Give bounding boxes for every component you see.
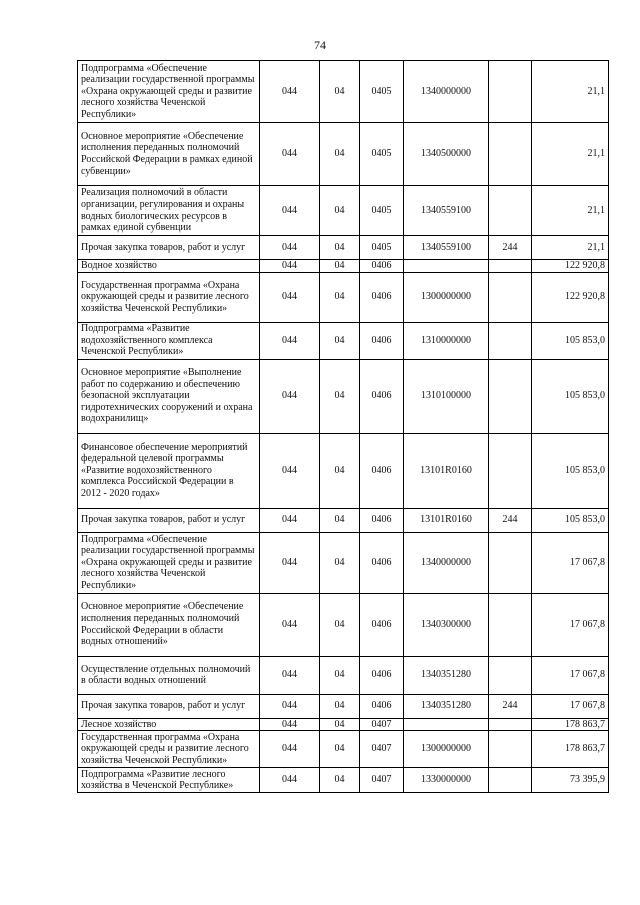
row-pr-cell: 0405 (360, 61, 404, 123)
row-name-cell: Подпрограмма «Развитие лесного хозяйства в Чеченской Республике» (78, 768, 260, 793)
row-rz-cell: 04 (320, 508, 360, 532)
row-vr-cell (489, 593, 532, 656)
row-rz-cell: 04 (320, 186, 360, 236)
row-name-cell: Подпрограмма «Развитие водохозяйственного комплекса Чеченской Республики» (78, 322, 260, 359)
row-csr-cell: 1310000000 (404, 322, 489, 359)
row-rz-cell: 04 (320, 61, 360, 123)
row-name-cell: Основное мероприятие «Обеспечение исполнения переданных полномочий Российской Федерации в рамках единой субвенции» (78, 123, 260, 186)
row-sum-cell: 105 853,0 (532, 433, 609, 508)
row-sum-cell: 105 853,0 (532, 322, 609, 359)
row-pr-cell: 0406 (360, 656, 404, 694)
row-name-cell: Финансовое обеспечение мероприятий федеральной целевой программы «Развитие водохозяйственного комплекса Российской Федерации в 2012 - 2020 годах» (78, 433, 260, 508)
row-csr-cell (404, 718, 489, 731)
page-number: 74 (314, 38, 326, 52)
row-ved-cell: 044 (260, 718, 320, 731)
row-csr-cell (404, 260, 489, 273)
row-pr-cell: 0406 (360, 272, 404, 322)
row-csr-cell: 1340300000 (404, 593, 489, 656)
table-row (78, 508, 609, 532)
row-name-cell: Основное мероприятие «Обеспечение исполнения переданных полномочий Российской Федерации в области водных отношений» (78, 593, 260, 656)
row-name-cell: Государственная программа «Охрана окружающей среды и развитие лесного хозяйства Чеченской Республики» (78, 731, 260, 768)
row-name-cell: Государственная программа «Охрана окружающей среды и развитие лесного хозяйства Чеченской Республики» (78, 272, 260, 322)
row-name-cell: Осуществление отдельных полномочий в области водных отношений (78, 656, 260, 694)
row-csr-cell: 1340500000 (404, 123, 489, 186)
row-rz-cell: 04 (320, 718, 360, 731)
row-ved-cell: 044 (260, 260, 320, 273)
row-rz-cell: 04 (320, 272, 360, 322)
row-csr-cell: 1340351280 (404, 656, 489, 694)
row-name-cell: Подпрограмма «Обеспечение реализации государственной программы «Охрана окружающей среды и развитие лесного хозяйства Чеченской Республики» (78, 532, 260, 593)
row-sum-cell: 105 853,0 (532, 359, 609, 433)
row-ved-cell: 044 (260, 186, 320, 236)
row-rz-cell: 04 (320, 359, 360, 433)
row-csr-cell: 1340000000 (404, 532, 489, 593)
table-row (78, 322, 609, 359)
row-rz-cell: 04 (320, 322, 360, 359)
table-row (78, 718, 609, 731)
row-sum-cell: 122 920,8 (532, 272, 609, 322)
row-rz-cell: 04 (320, 532, 360, 593)
row-csr-cell: 1340559100 (404, 186, 489, 236)
row-sum-cell: 17 067,8 (532, 593, 609, 656)
row-rz-cell: 04 (320, 260, 360, 273)
table-row (78, 186, 609, 236)
table-row (78, 433, 609, 508)
row-ved-cell: 044 (260, 593, 320, 656)
row-name-cell: Прочая закупка товаров, работ и услуг (78, 508, 260, 532)
row-name-cell: Прочая закупка товаров, работ и услуг (78, 236, 260, 260)
row-pr-cell: 0407 (360, 768, 404, 793)
row-vr-cell: 244 (489, 508, 532, 532)
row-pr-cell: 0406 (360, 433, 404, 508)
row-vr-cell (489, 260, 532, 273)
budget-table (77, 60, 609, 793)
row-vr-cell (489, 731, 532, 768)
row-sum-cell: 21,1 (532, 123, 609, 186)
budget-table-body (78, 61, 609, 793)
row-ved-cell: 044 (260, 236, 320, 260)
row-pr-cell: 0405 (360, 123, 404, 186)
row-vr-cell (489, 359, 532, 433)
row-vr-cell (489, 532, 532, 593)
row-rz-cell: 04 (320, 236, 360, 260)
table-row (78, 260, 609, 273)
row-vr-cell (489, 186, 532, 236)
row-pr-cell: 0406 (360, 260, 404, 273)
row-pr-cell: 0406 (360, 694, 404, 718)
row-sum-cell: 17 067,8 (532, 694, 609, 718)
row-ved-cell: 044 (260, 61, 320, 123)
row-rz-cell: 04 (320, 593, 360, 656)
row-sum-cell: 21,1 (532, 186, 609, 236)
row-rz-cell: 04 (320, 768, 360, 793)
row-csr-cell: 1340351280 (404, 694, 489, 718)
row-pr-cell: 0407 (360, 731, 404, 768)
table-row (78, 731, 609, 768)
row-ved-cell: 044 (260, 123, 320, 186)
row-rz-cell: 04 (320, 433, 360, 508)
row-rz-cell: 04 (320, 694, 360, 718)
row-vr-cell: 244 (489, 236, 532, 260)
row-sum-cell: 17 067,8 (532, 656, 609, 694)
row-vr-cell (489, 433, 532, 508)
row-name-cell: Основное мероприятие «Выполнение работ по содержанию и обеспечению безопасной эксплуатации гидротехнических сооружений и охрана водохранилищ» (78, 359, 260, 433)
row-sum-cell: 122 920,8 (532, 260, 609, 273)
row-vr-cell (489, 656, 532, 694)
row-name-cell: Прочая закупка товаров, работ и услуг (78, 694, 260, 718)
row-ved-cell: 044 (260, 694, 320, 718)
row-pr-cell: 0406 (360, 593, 404, 656)
row-vr-cell (489, 322, 532, 359)
row-name-cell: Подпрограмма «Обеспечение реализации государственной программы «Охрана окружающей среды и развитие лесного хозяйства Чеченской Республики» (78, 61, 260, 123)
row-pr-cell: 0405 (360, 236, 404, 260)
row-vr-cell (489, 768, 532, 793)
row-csr-cell: 1340559100 (404, 236, 489, 260)
row-sum-cell: 21,1 (532, 236, 609, 260)
row-pr-cell: 0406 (360, 532, 404, 593)
row-ved-cell: 044 (260, 532, 320, 593)
row-rz-cell: 04 (320, 731, 360, 768)
table-row (78, 236, 609, 260)
row-csr-cell: 1340000000 (404, 61, 489, 123)
row-csr-cell: 13101R0160 (404, 433, 489, 508)
row-ved-cell: 044 (260, 359, 320, 433)
row-pr-cell: 0407 (360, 718, 404, 731)
row-ved-cell: 044 (260, 508, 320, 532)
row-sum-cell: 17 067,8 (532, 532, 609, 593)
row-pr-cell: 0406 (360, 359, 404, 433)
row-sum-cell: 178 863,7 (532, 718, 609, 731)
row-vr-cell (489, 272, 532, 322)
table-row (78, 656, 609, 694)
row-rz-cell: 04 (320, 656, 360, 694)
row-csr-cell: 1300000000 (404, 272, 489, 322)
table-row (78, 61, 609, 123)
row-vr-cell (489, 61, 532, 123)
row-ved-cell: 044 (260, 433, 320, 508)
row-csr-cell: 1300000000 (404, 731, 489, 768)
row-name-cell: Лесное хозяйство (78, 718, 260, 731)
row-ved-cell: 044 (260, 272, 320, 322)
table-row (78, 768, 609, 793)
row-vr-cell (489, 718, 532, 731)
table-row (78, 272, 609, 322)
table-row (78, 694, 609, 718)
row-csr-cell: 1330000000 (404, 768, 489, 793)
row-name-cell: Реализация полномочий в области организации, регулирования и охраны водных биологических ресурсов в рамках единой субвенции (78, 186, 260, 236)
row-ved-cell: 044 (260, 656, 320, 694)
row-csr-cell: 1310100000 (404, 359, 489, 433)
row-vr-cell (489, 123, 532, 186)
row-pr-cell: 0406 (360, 508, 404, 532)
row-ved-cell: 044 (260, 731, 320, 768)
table-row (78, 593, 609, 656)
table-row (78, 532, 609, 593)
row-csr-cell: 13101R0160 (404, 508, 489, 532)
row-sum-cell: 105 853,0 (532, 508, 609, 532)
row-pr-cell: 0406 (360, 322, 404, 359)
table-row (78, 359, 609, 433)
row-vr-cell: 244 (489, 694, 532, 718)
row-sum-cell: 73 395,9 (532, 768, 609, 793)
row-rz-cell: 04 (320, 123, 360, 186)
row-sum-cell: 21,1 (532, 61, 609, 123)
row-ved-cell: 044 (260, 322, 320, 359)
row-sum-cell: 178 863,7 (532, 731, 609, 768)
row-ved-cell: 044 (260, 768, 320, 793)
row-name-cell: Водное хозяйство (78, 260, 260, 273)
row-pr-cell: 0405 (360, 186, 404, 236)
table-row (78, 123, 609, 186)
